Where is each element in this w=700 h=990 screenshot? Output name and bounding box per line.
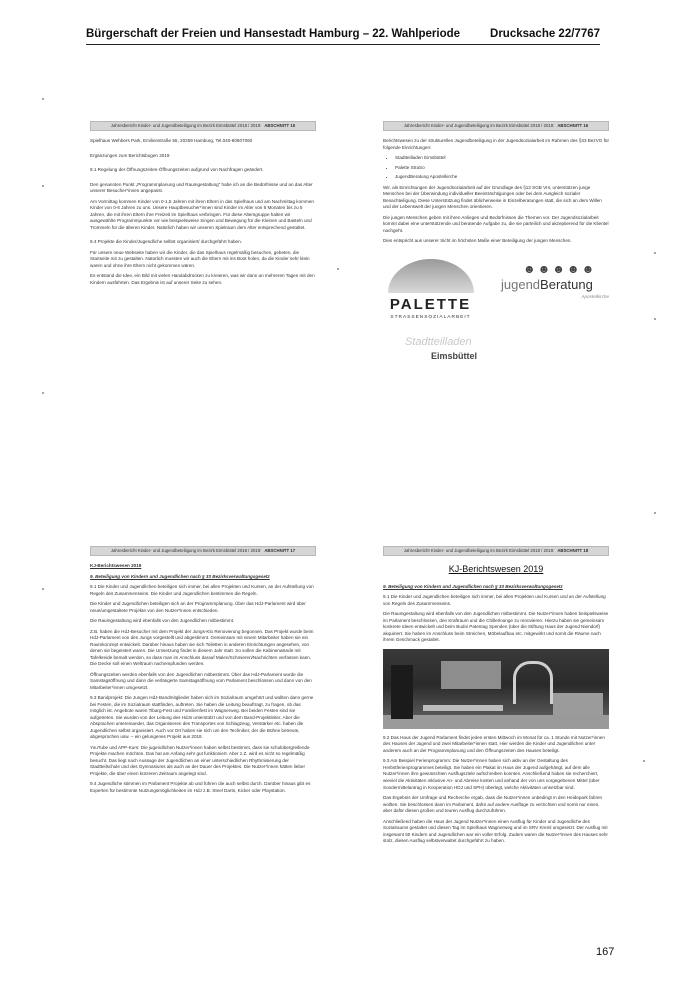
people-icon: ☻ ☻ ☻ ☻ ☻ xyxy=(523,261,595,276)
panel-title: KJ-Berichtswesen 2019 xyxy=(448,564,544,574)
intro: Berichtswesen zu der strukturellen Jugendbeteiligung in der Jugendsozialarbeit im Rahmen des §33 BezVG für folgende Einrichtungen: xyxy=(383,138,609,150)
address: Spielhaus Wehbers Park, Emilienstraße 55, 20259 Hamburg, Tel.040-80607060 xyxy=(90,138,253,143)
panel-banner xyxy=(383,121,609,131)
banner-section: ABSCHNITT 18 xyxy=(557,547,589,553)
palette-logo-sub: STRASSENSOZIALARBEIT xyxy=(390,315,471,320)
item-heading: 9.1 Regelung der Öffnungszeiten-Öffnungszeiten aufgrund von Nachfragen geändert. xyxy=(90,167,264,173)
paragraph: Anschließend haben die Haus der Jugend Nutzer*innen einen Ausflug für Kinder und Jugendliche des Sozialraums gestaltet und diesen Tag im Spielhaus Wagnerweg und im SRV Kreml umgesetzt. Der Ausflug mit insgesamt 50 Kindern und Jugendlichen war ein voller Erfolg. Zudem waren die Nutzer*innen des Hauses sehr stolz, diesen Ausflug selbstverwaltet durchgeführt zu haben. xyxy=(383,818,608,844)
list-item: • Stadtteilladen Eimsbüttel xyxy=(395,155,609,162)
palette-arc-icon xyxy=(388,259,474,293)
paragraph: Die Raumgestaltung wird ebenfalls von den Jugendlichen mitbestimmt. xyxy=(90,618,235,624)
jugendberatung-logo-sub: Apostelkirche xyxy=(581,294,609,300)
header-title: Bürgerschaft der Freien und Hansestadt Hamburg – 22. Wahlperiode xyxy=(86,28,461,40)
palette-logo-name: PALETTE xyxy=(389,295,472,313)
scan-speck xyxy=(42,588,44,590)
scan-speck xyxy=(654,512,656,514)
paragraph: 9.4 Jugendliche stimmen im Parlament Projekte ab und führen die auch selbst durch. Darüber hinaus gibt es Experten für bestimmte Nutzungsmöglichkeiten im HdJ z.B. Steel Darts, Kicker oder Playstation. xyxy=(90,781,311,793)
list-item: • JugendBeratung Apostelkirche xyxy=(395,174,609,181)
panel-banner xyxy=(90,121,316,131)
paragraph: Für unsere neue Webseite haben wir die Kinder, die das Spielhaus regelmäßig besuchen, gebeten, die Startseite mit zu gestalten. Natürlich mussten wir auch die Eltern mit ins Boot holen, da die Kinder sehr klein waren und ohne ihre Eltern nicht gekommen wären. xyxy=(90,249,310,268)
logo-area xyxy=(383,249,609,384)
paragraph: Öffnungszeiten werden ebenfalls von den Jugendlichen mitbestimmt. Über das HdJ-Parlament wurde die Samstagsöffnung und dann die verlängerte Samstagsöffnung vom Parlament beschlossen und dann von den Mitarbeiter*innen umgesetzt. xyxy=(90,671,312,690)
paragraph: 9.1 Die Kinder und Jugendlichen beteiligen sich immer, bei allen Projekten und Kursen und an der Aufstellung von Regeln des Zusammenseins. xyxy=(383,594,606,606)
stadtteilladen-logo xyxy=(405,335,505,363)
banner-text: Jahresbericht Kinder- und Jugendbeteiligung im Bezirk Eimsbüttel 2018 / 2019: xyxy=(403,547,555,553)
paragraph: Es entstand die Idee, ein Bild mit vielen Handabdrücken zu kreieren, was wir dann an mehreren Tagen mit den Kindern ausführten. Das Ergebnis ist auf unserer Seite zu sehen. xyxy=(90,273,315,285)
scan-speck xyxy=(42,185,44,187)
header-drucksache: Drucksache 22/7767 xyxy=(490,28,600,40)
paragraph: Wir, als Einrichtungen der Jugendsozialarbeit auf der Grundlage des §13 SGB VIII, unterstützen junge Menschen bei der Überwindung individueller Beeinträchtigungen oder bei dem Ausgleich sozialer Benachteiligung. Diese Unterstützung findet üblicherweise in Einzelberatungen statt, die sich an dem Willen und der Lebenswelt der jungen Menschen orientieren. xyxy=(383,184,602,210)
paragraph: YouTube und APP-Kurs: Die jugendlichen Nutzer*innen haben selbst bestimmt, dass sie schulübergreifende Projekte machen möchten. Das hat am Anfang sehr gut funktioniert. Aber z.Z. wird es nicht so regelmäßig besucht. Das liegt nach Aussage der Jugendlichen an einer unterschiedlichen Rhythmisierung der Stadtteilschule und des Gymnasiums als auch an der Dauer des Projektes. Die Nutzer*innen hätten lieber Projekte, die über einen kürzeren Zeitraum angelegt sind. xyxy=(90,744,310,776)
panel-abschnitt-15 xyxy=(90,121,316,290)
item-heading: 9.4 Projekte die Kinder/Jugendliche selbst organisiert/ durchgeführt haben. xyxy=(90,239,242,245)
palette-logo xyxy=(383,259,478,322)
panel-abschnitt-18 xyxy=(383,546,609,849)
scan-speck xyxy=(654,252,656,254)
jugendberatung-logo xyxy=(501,261,609,301)
banner-section: ABSCHNITT 17 xyxy=(264,547,296,553)
jugendberatung-logo-name: jugendBeratung xyxy=(501,276,593,292)
paragraph: 9.3 Am Beispiel Ferienprogramm: Die Nutzer*innen haben sich aktiv an der Gestaltung des Herbstferienprogrammes beteiligt. Sie haben ein Plakat im Haus der Jugend aufgehängt, auf dem alle Nutzer*innen ihre gewünschten Ausflugsziele aufschreiben konnten. Anschließend haben sie recherchiert, wieviel die Aktivitäten inklusive An- und Abreise kosten und anhand der von uns vorgegebenen Mittel (über Sondermittelantrag in Kooperation HDJ und SPH) überlegt, welche Aktivitäten umsetzbar sind. xyxy=(383,758,600,790)
banner-text: Jahresbericht Kinder- und Jugendbeteiligung im Bezirk Eimsbüttel 2018 / 2019: xyxy=(403,122,555,128)
scan-speck xyxy=(337,268,339,270)
paragraph: 9.1 Die Kinder und Jugendlichen beteiligen sich immer, bei allen Projekten und Kursen, an der Aufstellung von Regeln des Zusammenseins. Die Kinder und Jugendlichen bestimmen die Regeln. xyxy=(90,584,314,596)
scan-speck xyxy=(42,392,44,394)
paragraph: Die jungen Menschen geben mit ihren Anliegen und Bedürfnissen die Themen vor. Der Jugendsozialarbeit kommt dabei eine unterstützende und beratende Aufgabe zu, die sie parteilich und akzeptierend für die Klientel nachgeht. xyxy=(383,214,609,233)
paragraph: 9.2 Das Haus der Jugend Parlament findet jeden ersten Mittwoch im Monat für ca. 1 Stunde mit Nutzer*innen des Hauses der Jugend und zwei Mitarbeiter*innen statt. Hier werden die Kinder und Jugendlichen unter anderem auch an der Programmplanung und den Öffnungszeiten des Hauses beteiligt. xyxy=(383,734,605,753)
institution-list xyxy=(383,155,609,181)
banner-text: Jahresbericht Kinder- und Jugendbeteiligung im Bezirk Eimsbüttel 2018 / 2019: xyxy=(110,122,262,128)
paragraph: Z.B. haben die HdJ-Besucher mit dem Projekt der Jungs-Klo Renovierung begonnen. Das Projekt wurde beim HdJ-Parlament von den Jungs vorgestellt und abgestimmt. Gemeinsam mit einem Mitarbeiter haben sie ein Raumkonzept entwickelt. Darüber hinaus haben sie sich Toiletten in anderen Einrichtungen angesehen, von denen sie begeistert waren. Die Umsetzung findet in diesem Jahr statt. So sollen die Kabinenwände mit Tafelkreide bemalt werden, so dass man im Anschluss darauf Malen/Schmieren/Nachrichten verfassen kann. Die Decke soll einen Weltraum nachempfunden werden. xyxy=(90,628,314,667)
banner-section: ABSCHNITT 16 xyxy=(557,122,589,128)
paragraph: Das Ergebnis der Umfrage und Recherche ergab, dass die Nutzer*innen unbedingt in den Heidepark fahren wollten. Sie beschlossen dann im Parlament, dafür auf andere Ausflüge zu verzichten und somit nur einen, aber dafür diesen großen und teuren Ausflug durchzuführen. xyxy=(383,795,603,814)
paragraph: Dies entspricht aus unserer Sicht im höchsten Maße einer Beteiligung der jungen Menschen. xyxy=(383,238,572,244)
stadtteilladen-logo-sub: Eimsbüttel xyxy=(431,351,478,362)
panel-title: KJ-Berichtswesen 2019 xyxy=(90,563,142,568)
page-header xyxy=(86,28,600,40)
scan-speck xyxy=(42,98,44,100)
section-subhead: 9. Beteiligung von Kindern und Jugendlichen nach § 33 Bezirksverwaltungsgesetz xyxy=(383,583,563,589)
banner-text: Jahresbericht Kinder- und Jugendbeteiligung im Bezirk Eimsbüttel 2018 / 2019: xyxy=(110,547,262,553)
list-item: • Palette StraSo xyxy=(395,165,609,172)
room-photo xyxy=(383,649,609,729)
panel-abschnitt-17 xyxy=(90,546,316,798)
paragraph: Den genannten Punkt „Programmplanung und Raumgestaltung“ habe ich an die Bedürfnisse und an das Alter unserer Besucher*innen angepasst. xyxy=(90,181,313,194)
scan-speck xyxy=(654,318,656,320)
panel-banner xyxy=(383,546,609,556)
header-rule xyxy=(86,44,600,45)
intro: Ergänzungen zum Berichtsbogen 2019 xyxy=(90,152,170,158)
paragraph: 9.3 Bandprojekt: Die Jungen HdJ-Bandmitglieder haben sich im Sozialraum umgehört und wollten dann gerne bei Festen, die im Sozialraum stattfinden, auftreten. Sie haben die Leitung beauftragt, zu fragen, ob das möglich ist. Angebote waren Tibarg-Fest und Familienfest im Wagnerweg. Bei beiden Festen sind sie aufgetreten. Sie wurden von der Leitung des HdJs unterstützt und von dem Band-Projektleiter. Aber die Absprachen untereinander, das Organisieren des Transportes von Schlagzeug, Verstärker etc. haben die Jugendlichen selbst organisiert. Auch vor Ort haben sie sich um den Techniker, der die Bühne betreute, abgesprochen usw. – ein gelungenes Projekt aus 2018. xyxy=(90,695,314,740)
panel-abschnitt-16 xyxy=(383,121,609,384)
panel-banner xyxy=(90,546,316,556)
page-number: 167 xyxy=(596,946,615,958)
stadtteilladen-logo-name: Stadtteilladen xyxy=(405,335,472,348)
paragraph: Die Raumgestaltung wird ebenfalls von den Jugendlichen mitbestimmt. Die Nutzer*innen haben beispielsweise im Parlament beschlossen, den Kraftraum und die Chillerlounge zu renovieren. Hierzu haben sie gemeinsam konkrete Ideen entwickelt und beim Budni Patentag Spenden (über die Stiftung Haus der Jugend Niendorf) akquiriert. Sie haben im Anschluss beim Streichen, Möbelaufbau etc. mitgewirkt und somit die Räume nach ihrem Geschmack gestaltet. xyxy=(383,611,609,643)
banner-section: ABSCHNITT 15 xyxy=(264,122,296,128)
section-subhead: 9. Beteiligung von Kindern und Jugendlichen nach § 33 Bezirksverwaltungsgesetz xyxy=(90,573,270,579)
scan-speck xyxy=(643,760,645,762)
paragraph: Die Kinder und Jugendlichen beteiligen sich an der Programmplanung. Über das HdJ-Parlament wird über neue/umgestaltete Projekte von den Nutzer*innen entschieden. xyxy=(90,601,306,613)
paragraph: Am Vormittag kommen Kinder von 0-1,5 Jahren mit ihren Eltern in das Spielhaus und am Nachmittag kommen Kinder von 0-6 Jahren zu uns. Unsere Hauptbesucher*innen sind Kinder im Alter von 6 Monaten bis zu 5 Jahren, die mit ihren Eltern ihre Freizeit im Spielhaus verbringen. Für diese Altersgruppe halten wir ausgewählte Programmpunkte vor wie beispielsweise Singen und Bewegung für die Kleinen und Basteln und Trommeln für die älteren Kinder. Natürlich haben wir unseren Spielraum dem Alter entsprechend gestaltet. xyxy=(90,198,314,230)
